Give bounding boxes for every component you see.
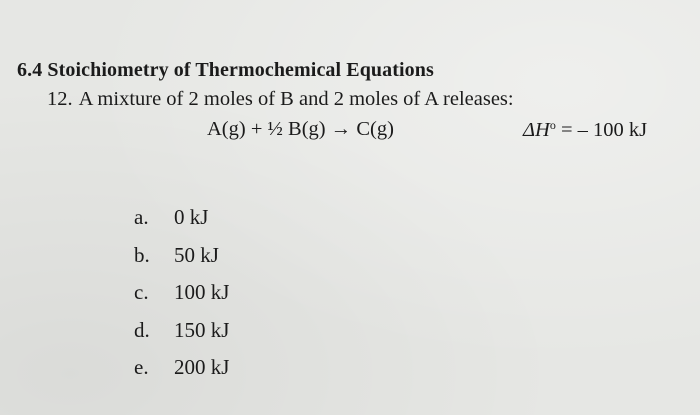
enthalpy-change — [523, 118, 647, 142]
answer-choice-d[interactable] — [134, 318, 229, 356]
choice-letter: c. — [134, 280, 149, 304]
standard-state-superscript: o — [549, 118, 556, 132]
enthalpy-symbol: ΔH — [523, 119, 550, 141]
choice-value: 100 kJ — [174, 280, 230, 304]
choice-letter: a. — [134, 205, 149, 229]
answer-choice-b[interactable] — [134, 243, 229, 281]
question-text: A mixture of 2 moles of B and 2 moles of A releases: — [78, 88, 514, 110]
answer-choice-c[interactable] — [134, 280, 229, 318]
choice-value: 150 kJ — [174, 317, 230, 342]
question-stem — [47, 88, 514, 111]
section-heading: 6.4 Stoichiometry of Thermochemical Equations — [17, 59, 434, 81]
choice-letter: d. — [134, 317, 150, 342]
choice-value: 50 kJ — [174, 242, 219, 267]
enthalpy-value: = – 100 kJ — [560, 119, 648, 141]
choice-letter: b. — [134, 242, 150, 267]
choice-value: 200 kJ — [174, 355, 230, 379]
choice-letter: e. — [134, 355, 149, 379]
answer-choices — [134, 205, 229, 393]
answer-choice-a[interactable] — [134, 205, 229, 243]
question-number: 12. — [47, 88, 73, 110]
answer-choice-e[interactable] — [134, 355, 229, 393]
choice-value: 0 kJ — [174, 205, 209, 229]
reaction-equation: A(g) + ½ B(g) → C(g) — [207, 118, 394, 140]
